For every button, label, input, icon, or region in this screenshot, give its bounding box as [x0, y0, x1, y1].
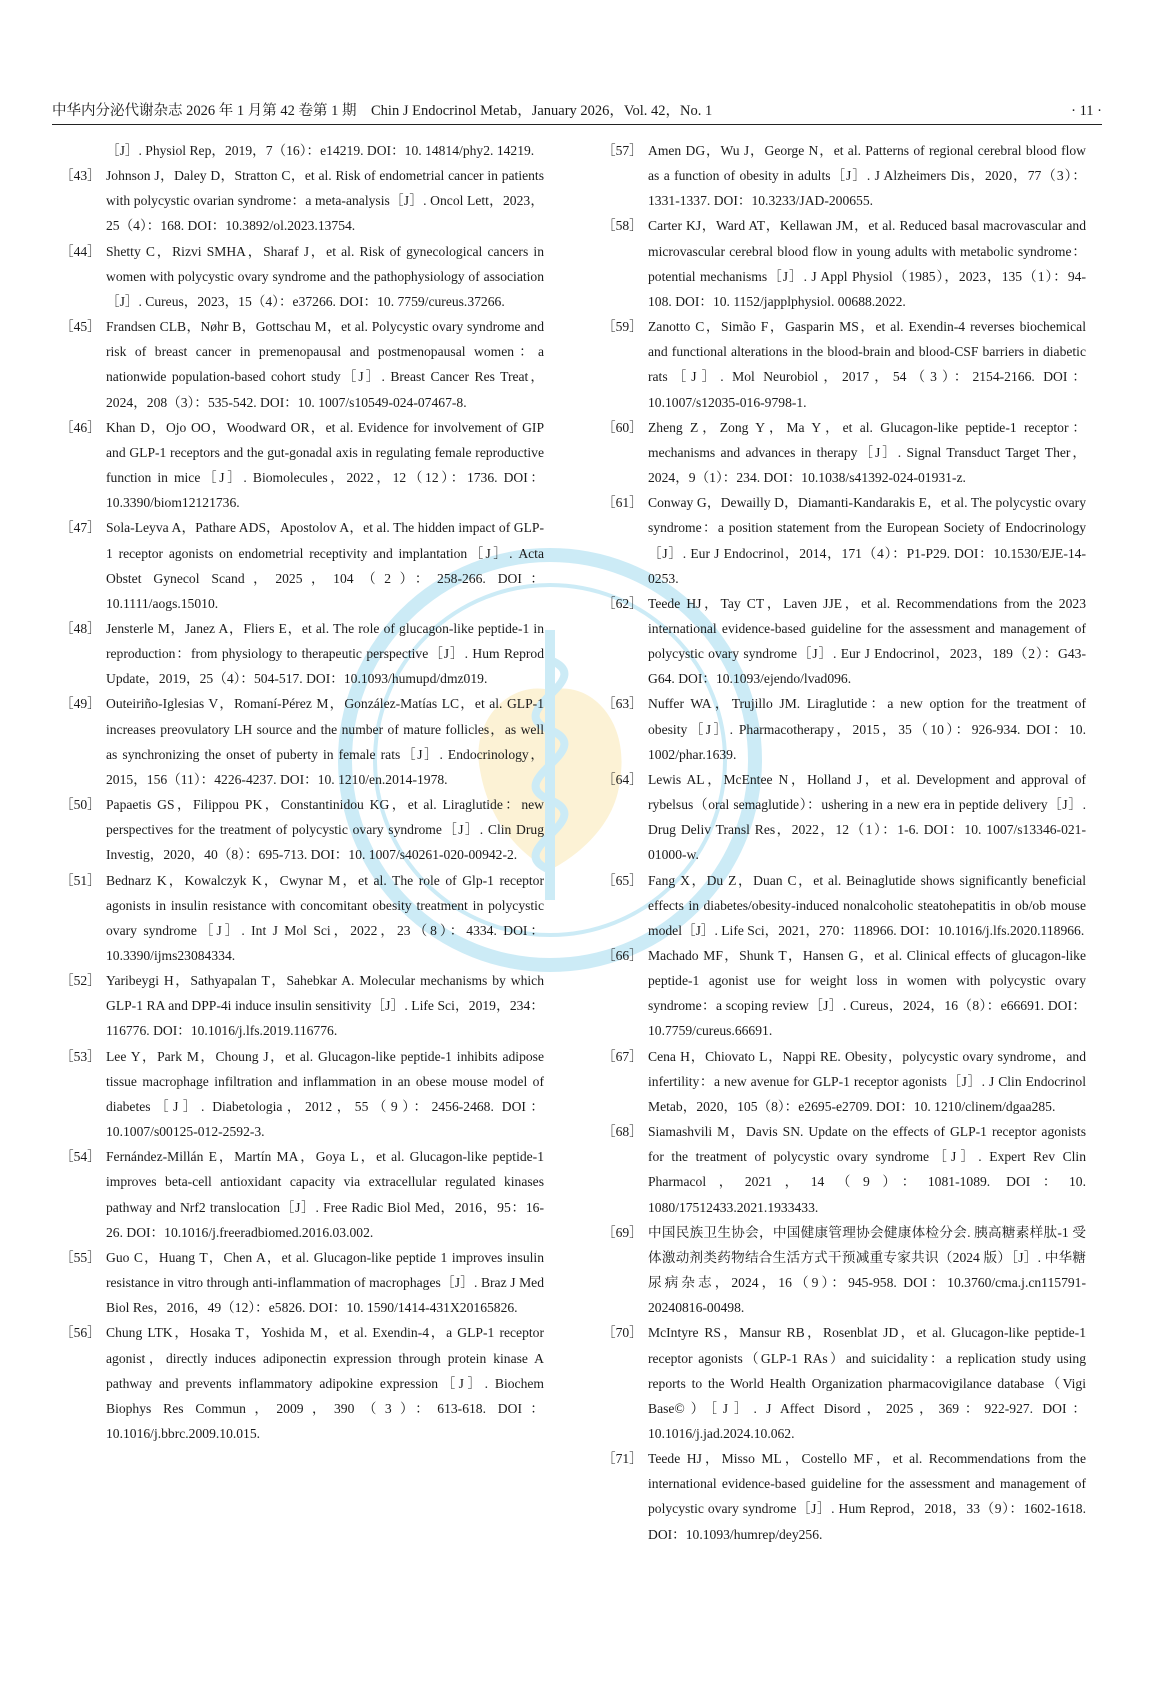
- reference-text: Lee Y，Park M，Choung J，et al. Glucagon-like peptide-1 inhibits adipose tissue macrophage infiltration and inflammation in an obese mouse model of diabetes［J］. Diabetologia，2012，55（9）：2456-2468. DOI：10.1007/s00125-012-2592-3.: [106, 1048, 544, 1140]
- reference-text: 中国民族卫生协会，中国健康管理协会健康体检分会. 胰高糖素样肽-1 受体激动剂类药物结合生活方式干预减重专家共识（2024 版）［J］. 中华糖尿病杂志，2024，16（9）：945-958. DOI：10.3760/cma.j.cn115791-20240816-00498.: [648, 1224, 1086, 1316]
- reference-number: ［71］: [602, 1451, 643, 1467]
- reference-item: [602, 1320, 1086, 1446]
- reference-item: [60, 314, 544, 415]
- reference-text: McIntyre RS，Mansur RB，Rosenblat JD，et al. Glucagon-like peptide-1 receptor agonists（GLP-1 RAs）and suicidality：a replication study using reports to the World Health Organization pharmacovigilance database（Vigi Base©）［J］. J Affect Disord，2025，369：922-927. DOI：10.1016/j.jad.2024.10.062.: [648, 1325, 1086, 1441]
- reference-item: [602, 691, 1086, 766]
- page-number: · 11 ·: [1071, 103, 1102, 119]
- journal-citation-line: 中华内分泌代谢杂志 2026 年 1 月第 42 卷第 1 期 Chin J Endocrinol Metab，January 2026，Vol. 42，No. 1: [52, 103, 713, 119]
- reference-number: ［48］: [60, 620, 101, 636]
- reference-item: [602, 868, 1086, 943]
- reference-item: [602, 767, 1086, 868]
- reference-number: ［70］: [602, 1325, 643, 1341]
- reference-text: Teede HJ，Misso ML，Costello MF，et al. Recommendations from the international evidence-based guideline for the assessment and management of polycystic ovary syndrome［J］. Hum Reprod，2018，33（9）：1602-1618. DOI：10.1093/humrep/dey256.: [648, 1451, 1086, 1542]
- reference-text: ［J］. Physiol Rep，2019，7（16）：e14219. DOI：10. 14814/phy2. 14219.: [106, 143, 535, 158]
- reference-item: [60, 616, 544, 691]
- reference-text: Teede HJ，Tay CT，Laven JJE，et al. Recommendations from the 2023 international evidence-based guideline for the assessment and management of polycystic ovary syndrome［J］. Eur J Endocrinol，2023，189（2）：G43-G64. DOI：10.1093/ejendo/lvad096.: [648, 595, 1086, 687]
- reference-text: Johnson J，Daley D，Stratton C，et al. Risk of endometrial cancer in patients with polycystic ovarian syndrome：a meta-analysis［J］. Oncol Lett，2023，25（4）：168. DOI：10.3892/ol.2023.13754.: [106, 168, 544, 234]
- reference-item: [60, 515, 544, 616]
- reference-text: Lewis AL，McEntee N，Holland J，et al. Development and approval of rybelsus（oral semaglutide）：ushering in a new era in peptide delivery［J］. Drug Deliv Transl Res，2022，12（1）：1-6. DOI：10. 1007/s13346-021-01000-w.: [648, 771, 1086, 863]
- reference-item: [602, 1119, 1086, 1220]
- reference-text: Zanotto C，Simão F，Gasparin MS，et al. Exendin-4 reverses biochemical and functional alterations in the blood-brain and blood-CSF barriers in diabetic rats［J］. Mol Neurobiol，2017，54（3）：2154-2166. DOI：10.1007/s12035-016-9798-1.: [648, 319, 1086, 410]
- reference-item: [60, 1144, 544, 1245]
- reference-number: ［56］: [60, 1325, 101, 1341]
- reference-item: [60, 691, 544, 792]
- reference-text: Guo C，Huang T，Chen A，et al. Glucagon-like peptide 1 improves insulin resistance in vitro through anti-inflammation of macrophages［J］. Braz J Med Biol Res，2016，49（12）：e5826. DOI：10. 1590/1414-431X20165826.: [106, 1249, 544, 1316]
- reference-text: Frandsen CLB，Nøhr B，Gottschau M，et al. Polycystic ovary syndrome and risk of breast cancer in premenopausal and postmenopausal women：a nationwide population-based cohort study［J］. Breast Cancer Res Treat，2024，208（3）：535-542. DOI：10. 1007/s10549-024-07467-8.: [106, 319, 544, 410]
- references-right-column: [602, 138, 1086, 1547]
- reference-item: [602, 490, 1086, 591]
- reference-number: ［46］: [60, 419, 101, 435]
- reference-item: [66, 138, 544, 163]
- reference-text: Outeiriño-Iglesias V，Romaní-Pérez M，González-Matías LC，et al. GLP-1 increases preovulatory LH source and the number of mature follicles，as well as synchronizing the onset of puberty in female rats［J］. Endocrinology，2015，156（11）：4226-4237. DOI：10. 1210/en.2014-1978.: [106, 696, 544, 787]
- reference-item: [60, 1044, 544, 1145]
- reference-item: [602, 213, 1086, 314]
- reference-number: ［45］: [60, 319, 101, 335]
- reference-item: [602, 138, 1086, 213]
- reference-text: Machado MF，Shunk T，Hansen G，et al. Clinical effects of glucagon-like peptide-1 agonist use for weight loss in women with polycystic ovary syndrome：a scoping review［J］. Cureus，2024，16（8）：e66691. DOI：10.7759/cureus.66691.: [648, 948, 1086, 1039]
- reference-number: ［52］: [60, 973, 101, 989]
- header-rule: [52, 124, 1102, 125]
- reference-item: [60, 239, 544, 314]
- running-header: [52, 100, 1102, 122]
- reference-item: [60, 1245, 544, 1320]
- reference-text: Chung LTK，Hosaka T，Yoshida M，et al. Exendin-4，a GLP-1 receptor agonist，directly induces adiponectin expression through protein kinase A pathway and prevents inflammatory adipokine expression［J］. Biochem Biophys Res Commun，2009，390（3）：613-618. DOI：10.1016/j.bbrc.2009.10.015.: [106, 1325, 544, 1441]
- reference-number: ［55］: [60, 1249, 101, 1265]
- reference-number: ［64］: [602, 771, 643, 787]
- reference-item: [602, 1220, 1086, 1321]
- reference-text: Khan D，Ojo OO，Woodward OR，et al. Evidence for involvement of GIP and GLP-1 receptors and the gut-gonadal axis in regulating female reproductive function in mice［J］. Biomolecules，2022，12（12）：1736. DOI：10.3390/biom12121736.: [106, 419, 544, 511]
- reference-text: Cena H，Chiovato L，Nappi RE. Obesity，polycystic ovary syndrome，and infertility：a new avenue for GLP-1 receptor agonists［J］. J Clin Endocrinol Metab，2020，105（8）：e2695-e2709. DOI：10. 1210/clinem/dgaa285.: [648, 1048, 1086, 1114]
- reference-number: ［50］: [60, 797, 101, 813]
- reference-number: ［57］: [602, 143, 643, 158]
- reference-text: Conway G，Dewailly D，Diamanti-Kandarakis E，et al. The polycystic ovary syndrome：a position statement from the European Society of Endocrinology［J］. Eur J Endocrinol，2014，171（4）：P1-P29. DOI：10.1530/EJE-14-0253.: [648, 495, 1086, 586]
- reference-number: ［62］: [602, 595, 643, 611]
- reference-text: Shetty C，Rizvi SMHA，Sharaf J，et al. Risk of gynecological cancers in women with polycystic ovary syndrome and the pathophysiology of association［J］. Cureus，2023，15（4）：e37266. DOI：10. 7759/cureus.37266.: [106, 243, 544, 309]
- reference-number: ［68］: [602, 1124, 643, 1140]
- reference-number: ［69］: [602, 1224, 643, 1240]
- reference-text: Fang X，Du Z，Duan C，et al. Beinaglutide shows significantly beneficial effects in diabetes/obesity-induced nonalcoholic steatohepatitis in ob/ob mouse model［J］. Life Sci，2021，270：118966. DOI：10.1016/j.lfs.2020.118966.: [648, 872, 1086, 938]
- reference-number: ［67］: [602, 1048, 643, 1064]
- reference-number: ［44］: [60, 243, 101, 259]
- reference-item: [602, 415, 1086, 490]
- reference-number: ［58］: [602, 218, 643, 234]
- reference-text: Yaribeygi H，Sathyapalan T，Sahebkar A. Molecular mechanisms by which GLP-1 RA and DPP-4i induce insulin sensitivity［J］. Life Sci，2019，234：116776. DOI：10.1016/j.lfs.2019.116776.: [106, 973, 544, 1039]
- reference-number: ［61］: [602, 495, 643, 511]
- reference-text: Papaetis GS，Filippou PK，Constantinidou KG，et al. Liraglutide：new perspectives for the treatment of polycystic ovary syndrome［J］. Clin Drug Investig，2020，40（8）：695-713. DOI：10. 1007/s40261-020-00942-2.: [106, 797, 544, 863]
- reference-item: [602, 314, 1086, 415]
- reference-number: ［60］: [602, 419, 643, 435]
- reference-text: Nuffer WA，Trujillo JM. Liraglutide：a new option for the treatment of obesity［J］. Pharmacotherapy，2015，35（10）：926-934. DOI：10. 1002/phar.1639.: [648, 696, 1086, 762]
- reference-item: [60, 1320, 544, 1446]
- reference-item: [602, 1044, 1086, 1119]
- reference-text: Fernández-Millán E，Martín MA，Goya L，et al. Glucagon-like peptide-1 improves beta-cell antioxidant capacity via extracellular regulated kinases pathway and Nrf2 translocation［J］. Free Radic Biol Med，2016，95：16-26. DOI：10.1016/j.freeradbiomed.2016.03.002.: [106, 1149, 544, 1240]
- reference-number: ［49］: [60, 696, 101, 712]
- reference-item: [60, 792, 544, 867]
- reference-text: Sola-Leyva A，Pathare ADS，Apostolov A，et al. The hidden impact of GLP-1 receptor agonists on endometrial receptivity and implantation［J］. Acta Obstet Gynecol Scand，2025，104（2）：258-266. DOI：10.1111/aogs.15010.: [106, 520, 544, 611]
- reference-text: Jensterle M，Janez A，Fliers E，et al. The role of glucagon-like peptide-1 in reproduction：from physiology to therapeutic perspective［J］. Hum Reprod Update，2019，25（4）：504-517. DOI：10.1093/humupd/dmz019.: [106, 620, 544, 687]
- reference-text: Zheng Z，Zong Y，Ma Y，et al. Glucagon-like peptide-1 receptor：mechanisms and advances in therapy［J］. Signal Transduct Target Ther，2024，9（1）：234. DOI：10.1038/s41392-024-01931-z.: [648, 419, 1086, 486]
- reference-text: Siamashvili M，Davis SN. Update on the effects of GLP-1 receptor agonists for the treatment of polycystic ovary syndrome［J］. Expert Rev Clin Pharmacol，2021，14（9）：1081-1089. DOI：10. 1080/17512433.2021.1933433.: [648, 1124, 1086, 1215]
- reference-item: [60, 415, 544, 516]
- reference-number: ［65］: [602, 872, 643, 888]
- reference-text: Amen DG，Wu J，George N，et al. Patterns of regional cerebral blood flow as a function of obesity in adults［J］. J Alzheimers Dis，2020，77（3）：1331-1337. DOI：10.3233/JAD-200655.: [648, 143, 1086, 209]
- reference-item: [602, 1446, 1086, 1547]
- reference-number: ［54］: [60, 1149, 101, 1165]
- reference-number: ［66］: [602, 948, 643, 963]
- reference-item: [60, 868, 544, 969]
- reference-number: ［47］: [60, 520, 101, 536]
- reference-number: ［53］: [60, 1048, 101, 1064]
- reference-number: ［59］: [602, 319, 643, 335]
- reference-number: ［51］: [60, 872, 101, 888]
- reference-number: ［63］: [602, 696, 643, 712]
- reference-item: [602, 943, 1086, 1044]
- reference-number: ［43］: [60, 168, 101, 184]
- reference-text: Bednarz K，Kowalczyk K，Cwynar M，et al. The role of Glp-1 receptor agonists in insulin resistance with concomitant obesity treatment in polycystic ovary syndrome［J］. Int J Mol Sci，2022，23（8）：4334. DOI：10.3390/ijms23084334.: [106, 872, 544, 963]
- reference-text: Carter KJ，Ward AT，Kellawan JM，et al. Reduced basal macrovascular and microvascular cerebral blood flow in young adults with metabolic syndrome：potential mechanisms［J］. J Appl Physiol（1985），2023，135（1）：94-108. DOI：10. 1152/japplphysiol. 00688.2022.: [648, 218, 1086, 309]
- reference-item: [60, 968, 544, 1043]
- reference-item: [602, 591, 1086, 692]
- references-left-column: [60, 138, 544, 1446]
- reference-item: [60, 163, 544, 238]
